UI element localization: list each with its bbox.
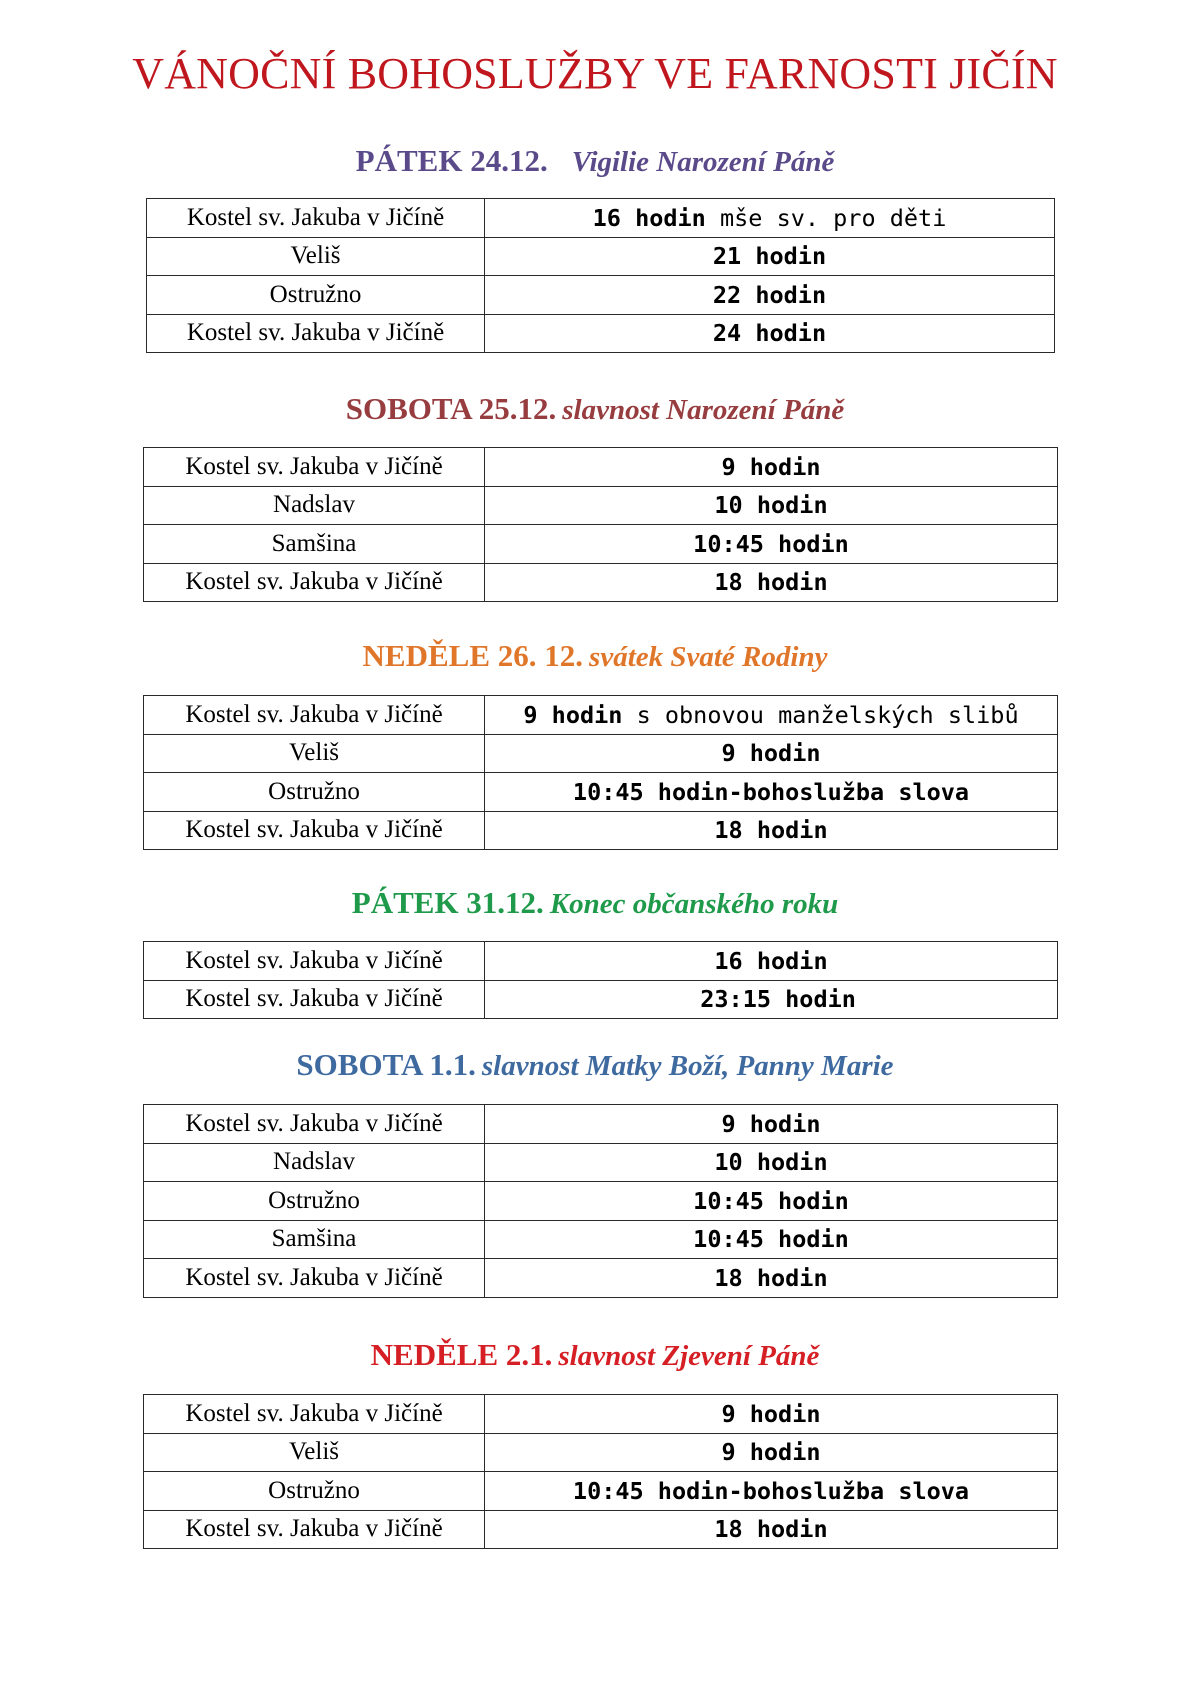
section-heading: [0, 1049, 1190, 1081]
church-name: Samšina: [144, 1220, 485, 1259]
section-feast: Vigilie Narození Páně: [571, 146, 835, 178]
service-time-cell: [485, 734, 1058, 773]
church-name: Nadslav: [144, 486, 485, 525]
table-row: [144, 1472, 1058, 1511]
schedule-table: [143, 695, 1058, 850]
service-time-cell: [485, 980, 1058, 1019]
schedule-table: [143, 447, 1058, 602]
service-time: 9 hodin: [721, 1109, 821, 1138]
church-name: Kostel sv. Jakuba v Jičíně: [147, 314, 485, 353]
church-name: Ostružno: [144, 773, 485, 812]
section-heading: [0, 640, 1190, 672]
church-name: Samšina: [144, 525, 485, 564]
service-time: 23:15 hodin: [686, 985, 856, 1014]
service-time: 18 hodin: [714, 816, 828, 845]
church-name: Kostel sv. Jakuba v Jičíně: [144, 980, 485, 1019]
schedule-table: [143, 941, 1058, 1019]
service-time: 9 hodin: [721, 452, 821, 481]
page-title: VÁNOČNÍ BOHOSLUŽBY VE FARNOSTI JIČÍN: [132, 49, 1058, 98]
section-day: SOBOTA 1.1.: [296, 1047, 476, 1082]
service-time-cell: [485, 1143, 1058, 1182]
service-time-cell: [485, 773, 1058, 812]
section-day: SOBOTA 25.12.: [345, 391, 557, 426]
service-time-cell: [485, 486, 1058, 525]
church-name: Kostel sv. Jakuba v Jičíně: [144, 563, 485, 602]
table-row: [144, 563, 1058, 602]
church-name: Kostel sv. Jakuba v Jičíně: [144, 811, 485, 850]
church-name: Kostel sv. Jakuba v Jičíně: [144, 942, 485, 981]
schedule-table: [143, 1394, 1058, 1549]
section-feast: slavnost Narození Páně: [562, 394, 845, 426]
service-time-cell: [485, 696, 1058, 735]
service-time: 10:45 hodin: [693, 1186, 849, 1215]
table-row: [144, 1259, 1058, 1298]
church-name: Kostel sv. Jakuba v Jičíně: [144, 696, 485, 735]
service-time-cell: [485, 1472, 1058, 1511]
service-time: 16 hodin: [592, 203, 706, 232]
service-time: 10:45 hodin-bohoslužba slova: [572, 1476, 970, 1505]
church-name: Nadslav: [144, 1143, 485, 1182]
service-time: 18 hodin: [714, 568, 828, 597]
section-heading: [0, 1339, 1190, 1371]
service-time: 22 hodin: [712, 280, 827, 309]
table-row: [144, 486, 1058, 525]
table-row: [144, 1220, 1058, 1259]
table-row: [147, 314, 1055, 353]
service-time: 9 hodin: [523, 700, 623, 729]
service-time-cell: [485, 237, 1055, 276]
table-row: [147, 276, 1055, 315]
section-feast: slavnost Matky Boží, Panny Marie: [481, 1050, 894, 1082]
service-time-cell: [485, 811, 1058, 850]
section-feast: Konec občanského roku: [549, 888, 839, 920]
service-time-cell: [485, 1259, 1058, 1298]
service-time: 10:45 hodin-bohoslužba slova: [572, 777, 970, 806]
church-name: Kostel sv. Jakuba v Jičíně: [144, 448, 485, 487]
church-name: Ostružno: [144, 1472, 485, 1511]
section-day: NEDĚLE 2.1.: [370, 1337, 553, 1372]
section-heading: [0, 393, 1190, 425]
service-time-cell: [485, 448, 1058, 487]
service-time: 10:45 hodin: [693, 529, 849, 558]
service-time-cell: [485, 314, 1055, 353]
service-time: 9 hodin: [721, 1399, 821, 1428]
schedule-table: [146, 198, 1055, 353]
church-name: Kostel sv. Jakuba v Jičíně: [144, 1395, 485, 1434]
service-time: 18 hodin: [714, 1515, 828, 1544]
service-time: 10 hodin: [714, 1148, 828, 1177]
service-time-cell: [485, 199, 1055, 238]
church-name: Kostel sv. Jakuba v Jičíně: [147, 199, 485, 238]
church-name: Veliš: [144, 1433, 485, 1472]
service-time-cell: [485, 1182, 1058, 1221]
service-time-cell: [485, 525, 1058, 564]
service-time: 21 hodin: [712, 242, 827, 271]
section-feast: svátek Svaté Rodiny: [589, 641, 828, 673]
table-row: [147, 237, 1055, 276]
table-row: [144, 1395, 1058, 1434]
service-time: 9 hodin: [721, 739, 821, 768]
table-row: [144, 1182, 1058, 1221]
church-name: Veliš: [144, 734, 485, 773]
table-row: [144, 811, 1058, 850]
section-day: PÁTEK 24.12.: [355, 143, 548, 178]
service-note: s obnovou manželských slibů: [622, 700, 1019, 729]
table-row: [144, 448, 1058, 487]
table-row: [144, 1510, 1058, 1549]
table-row: [144, 773, 1058, 812]
section-heading: [0, 887, 1190, 919]
service-time: 10 hodin: [714, 491, 828, 520]
service-time-cell: [485, 276, 1055, 315]
section-day: PÁTEK 31.12.: [351, 885, 544, 920]
section-feast: slavnost Zjevení Páně: [558, 1340, 820, 1372]
service-time: 9 hodin: [721, 1438, 821, 1467]
church-name: Veliš: [147, 237, 485, 276]
table-row: [144, 980, 1058, 1019]
table-row: [144, 1433, 1058, 1472]
table-row: [147, 199, 1055, 238]
schedule-table: [143, 1104, 1058, 1298]
church-name: Ostružno: [144, 1182, 485, 1221]
service-time: 10:45 hodin: [693, 1225, 849, 1254]
church-name: Kostel sv. Jakuba v Jičíně: [144, 1259, 485, 1298]
service-time-cell: [485, 1105, 1058, 1144]
table-row: [144, 696, 1058, 735]
table-row: [144, 1105, 1058, 1144]
service-time-cell: [485, 942, 1058, 981]
section-day: NEDĚLE 26. 12.: [362, 638, 584, 673]
table-row: [144, 525, 1058, 564]
church-name: Ostružno: [147, 276, 485, 315]
section-heading: [0, 145, 1190, 177]
service-time-cell: [485, 563, 1058, 602]
service-time-cell: [485, 1433, 1058, 1472]
table-row: [144, 734, 1058, 773]
service-time: 18 hodin: [714, 1263, 828, 1292]
church-name: Kostel sv. Jakuba v Jičíně: [144, 1105, 485, 1144]
service-time-cell: [485, 1395, 1058, 1434]
service-time-cell: [485, 1220, 1058, 1259]
table-row: [144, 942, 1058, 981]
service-note: mše sv. pro děti: [705, 203, 947, 232]
service-time: 16 hodin: [714, 946, 828, 975]
table-row: [144, 1143, 1058, 1182]
service-time-cell: [485, 1510, 1058, 1549]
service-time: 24 hodin: [712, 319, 827, 348]
church-name: Kostel sv. Jakuba v Jičíně: [144, 1510, 485, 1549]
